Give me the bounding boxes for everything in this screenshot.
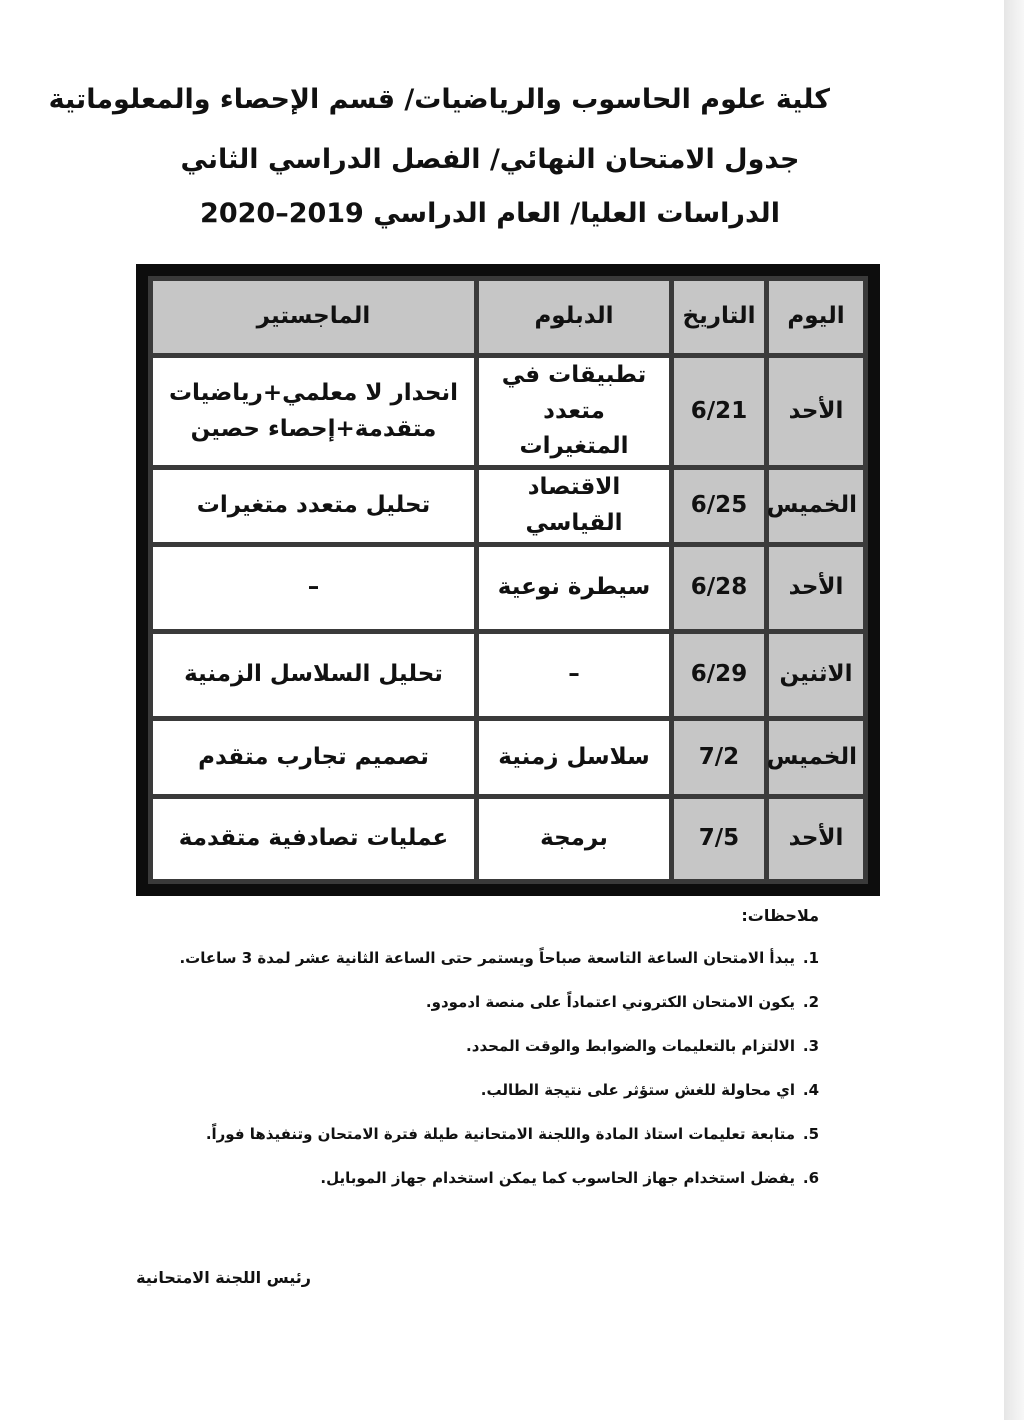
schedule-table-frame [136, 264, 880, 896]
table-row [153, 470, 863, 542]
academic-year-title: الدراسات العليا/ العام الدراسي 2019–2020 [200, 198, 780, 229]
masters-cell: تصميم تجارب متقدم [153, 721, 474, 793]
note-number: 2. [802, 993, 819, 1011]
note-text: يكون الامتحان الكتروني اعتماداً على منصة ادمودو. [425, 993, 795, 1011]
note-text: يفضل استخدام جهاز الحاسوب كما يمكن استخدام جهاز الموبايل. [320, 1169, 795, 1187]
diploma-cell: برمجة [479, 799, 669, 879]
note-text: اي محاولة للغش ستؤثر على نتيجة الطالب. [480, 1081, 795, 1099]
date-cell: 6/29 [674, 634, 764, 716]
date-cell: 7/5 [674, 799, 764, 879]
note-text: متابعة تعليمات استاذ المادة واللجنة الامتحانية طيلة فترة الامتحان وتنفيذها فوراً. [205, 1125, 795, 1143]
note-item [115, 1160, 819, 1204]
note-text: الالتزام بالتعليمات والضوابط والوقت المحدد. [466, 1037, 795, 1055]
exam-schedule-table [148, 276, 868, 884]
masters-cell: تحليل متعدد متغيرات [153, 470, 474, 542]
day-cell: الأحد [769, 547, 863, 629]
note-number: 3. [802, 1037, 819, 1055]
table-row [153, 634, 863, 716]
day-cell: الأحد [769, 799, 863, 879]
diploma-cell: الاقتصاد القياسي [479, 470, 669, 542]
header-day: اليوم [769, 281, 863, 353]
college-department-title: كلية علوم الحاسوب والرياضيات/ قسم الإحصاء والمعلوماتية [48, 84, 830, 115]
note-item [115, 1072, 819, 1116]
table-row [153, 721, 863, 793]
diploma-cell: سيطرة نوعية [479, 547, 669, 629]
table-row [153, 358, 863, 465]
diploma-cell: سلاسل زمنية [479, 721, 669, 793]
exam-schedule-title: جدول الامتحان النهائي/ الفصل الدراسي الثاني [180, 144, 800, 175]
notes-list [115, 940, 819, 1204]
header-date: التاريخ [674, 281, 764, 353]
date-cell: 6/28 [674, 547, 764, 629]
day-cell: الخميس [769, 470, 863, 542]
note-number: 4. [802, 1081, 819, 1099]
page-edge-shadow [1004, 0, 1024, 1420]
day-cell: الخميس [769, 721, 863, 793]
note-number: 5. [802, 1125, 819, 1143]
table-row [153, 799, 863, 879]
committee-head-signature-label: رئيس اللجنة الامتحانية [136, 1268, 311, 1287]
date-cell: 6/25 [674, 470, 764, 542]
note-item [115, 1028, 819, 1072]
note-item [115, 940, 819, 984]
notes-label: ملاحظات: [741, 906, 819, 925]
note-number: 1. [802, 949, 819, 967]
table-row [153, 547, 863, 629]
day-cell: الاثنين [769, 634, 863, 716]
date-cell: 7/2 [674, 721, 764, 793]
masters-cell: عمليات تصادفية متقدمة [153, 799, 474, 879]
masters-cell: – [153, 547, 474, 629]
diploma-cell: – [479, 634, 669, 716]
masters-cell: انحدار لا معلمي+رياضيات متقدمة+إحصاء حصين [153, 358, 474, 465]
diploma-cell: تطبيقات في متعدد المتغيرات [479, 358, 669, 465]
header-masters: الماجستير [153, 281, 474, 353]
note-item [115, 984, 819, 1028]
date-cell: 6/21 [674, 358, 764, 465]
note-item [115, 1116, 819, 1160]
note-text: يبدأ الامتحان الساعة التاسعة صباحاً ويستمر حتى الساعة الثانية عشر لمدة 3 ساعات. [179, 949, 795, 967]
header-diploma: الدبلوم [479, 281, 669, 353]
day-cell: الأحد [769, 358, 863, 465]
table-header-row [153, 281, 863, 353]
note-number: 6. [802, 1169, 819, 1187]
masters-cell: تحليل السلاسل الزمنية [153, 634, 474, 716]
